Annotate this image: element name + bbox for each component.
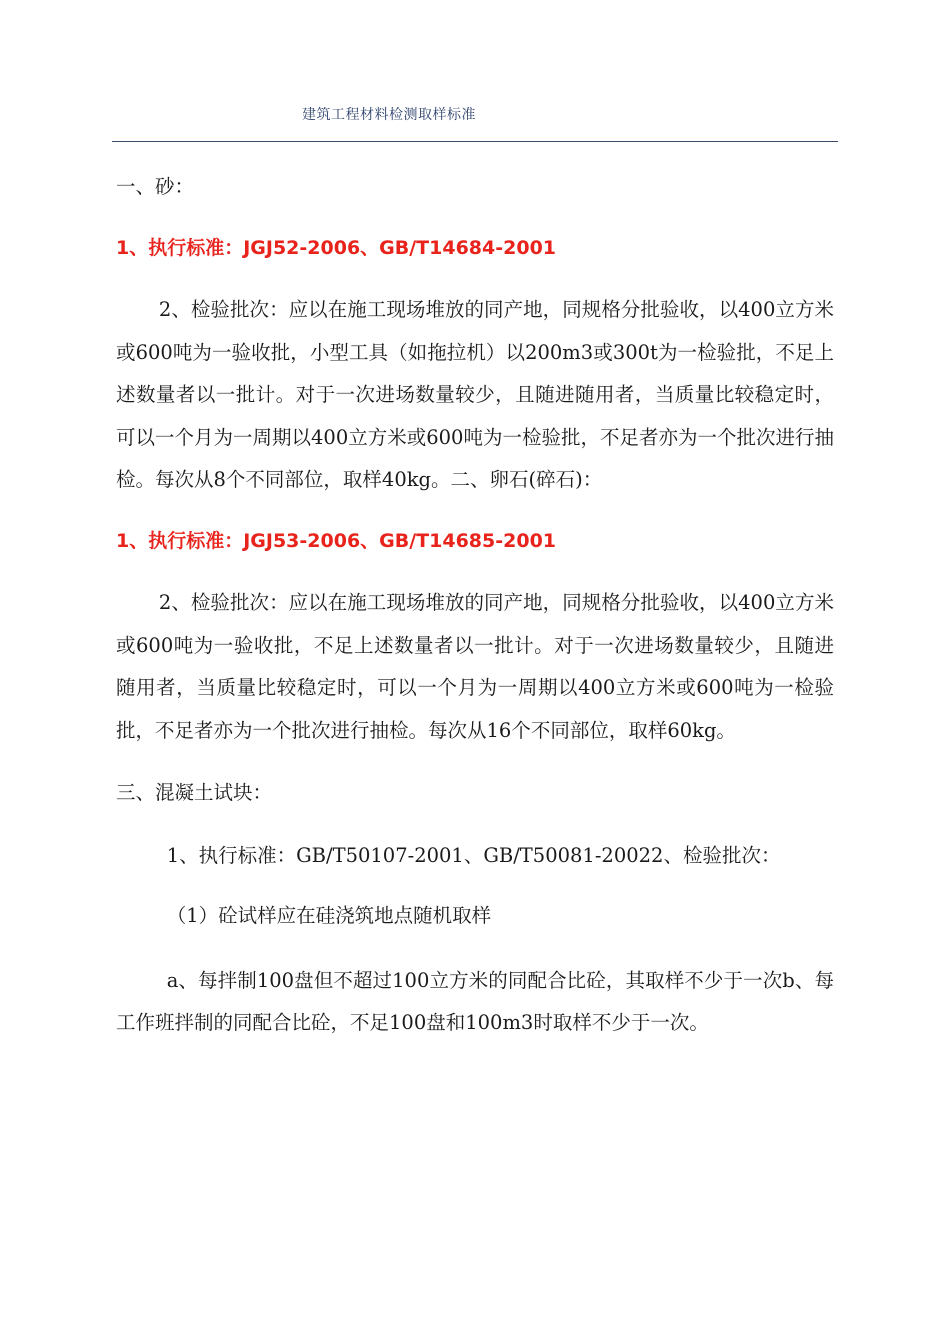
concrete-sampling-item: （1）砼试样应在硅浇筑地点随机取样 [166,904,492,927]
section-heading-sand: 一、砂： [116,175,195,198]
document-body [116,166,834,1045]
concrete-sampling-frequency: a、每拌制100盘但不超过100立方米的同配合比砼，其取样不少于一次b、每工作班拌制的同配合比砼，不足100盘和100m3时取样不少于一次。 [116,968,834,1034]
document-header-title: 建筑工程材料检测取样标准 [302,107,476,123]
header-divider [112,141,838,142]
gravel-batch-paragraph: 2、检验批次：应以在施工现场堆放的同产地，同规格分批验收，以400立方米或600吨为一验收批，不足上述数量者以一批计。对于一次进场数量较少，且随进随用者，当质量比较稳定时，可以一个月为一周期以400立方米或600吨为一检验批，不足者亦为一个批次进行抽检。每次从16个不同部位，取样60kg。 [116,591,834,742]
sand-batch-paragraph: 2、检验批次：应以在施工现场堆放的同产地，同规格分批验收，以400立方米或600吨为一验收批，小型工具（如拖拉机）以200m3或300t为一检验批，不足上述数量者以一批计。对于一次进场数量较少，且随进随用者，当质量比较稳定时，可以一个月为一周期以400立方米或600吨为一检验批，不足者亦为一个批次进行抽检。每次从8个不同部位，取样40kg。二、卵石(碎石)： [116,298,834,491]
gravel-standard-line: 1、执行标准：JGJ53-2006、GB/T14685-2001 [116,529,557,552]
section-heading-concrete: 三、混凝土试块： [116,781,273,804]
sand-standard-line: 1、执行标准：JGJ52-2006、GB/T14684-2001 [116,236,557,259]
concrete-standard-line: 1、执行标准：GB/T50107-2001、GB/T50081-20022、检验批次： [166,843,781,867]
